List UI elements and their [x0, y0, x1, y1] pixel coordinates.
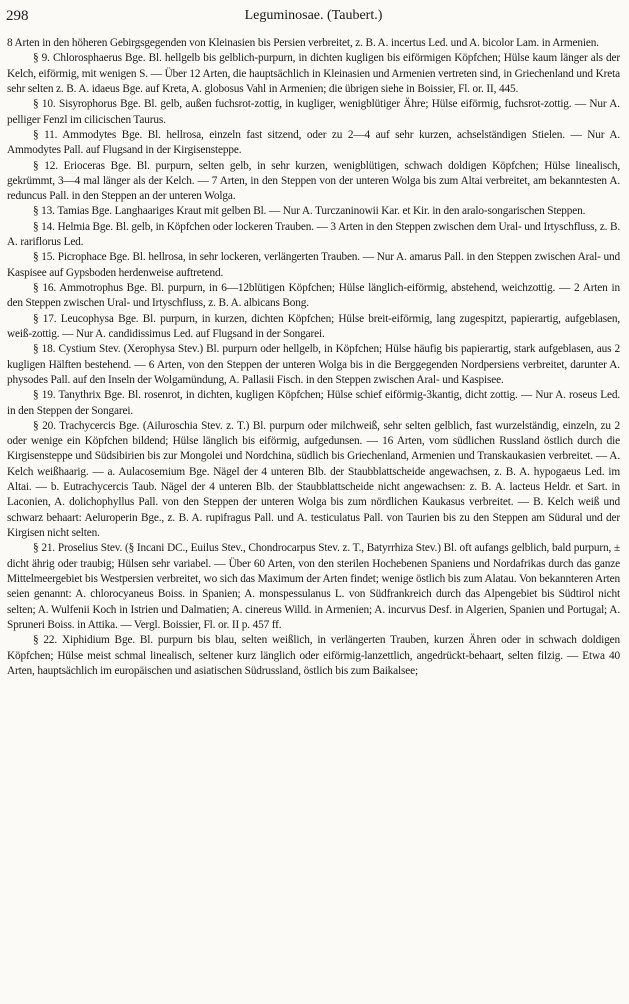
paragraph-section-16: § 16. Ammotrophus Bge. Bl. purpurn, in 6—12blütigen Köpfchen; Hülse länglich-eiförmig, abstehend, weichzottig. — 2 Arten in den Steppen zwischen Ural- und Irtyschfluss, z. B. A. albicans Bong.	[7, 282, 620, 310]
paragraph-section-21: § 21. Proselius Stev. (§ Incani DC., Euilus Stev., Chondrocarpus Stev. z. T., Batyrrhiza Stev.) Bl. oft aufangs gelblich, bald purpurn, ± dicht ährig oder traubig; Hülsen sehr variabel. — Über 60 Arten, von den sterilen Hochebenen Spaniens und Nordafrikas durch das ganze Mittelmeergebiet bis Westpersien verbreitet, wo sich das Maximum der Arten findet; wenige östlich bis zum Alatau. Von bekannteren Arten seien genannt: A. chlorocyaneus Boiss. in Spanien; A. monspessulanus L. von Südfrankreich durch das Alpengebiet bis Südtirol nicht selten; A. Wulfenii Koch in Istrien und Dalmatien; A. cinereus Willd. in Armenien; A. incurvus Desf. in Algerien, Spanien und Portugal; A. Spruneri Boiss. in Attika. — Vergl. Boissier, Fl. or. II p. 457 ff.	[7, 542, 620, 631]
paragraph-section-22: § 22. Xiphidium Bge. Bl. purpurn bis blau, selten weißlich, in verlängerten Trauben, kurzen Ähren oder in schwach doldigen Köpfchen; Hülse meist schmal linealisch, seltener kurz länglich oder eiförmig-lanzettlich, angedrückt-behaart, selten filzig. — Etwa 40 Arten, hauptsächlich im europäischen und asiatischen Südrussland, östlich bis zum Baikalsee;	[7, 634, 620, 677]
paragraph-section-11: § 11. Ammodytes Bge. Bl. hellrosa, einzeln fast sitzend, oder zu 2—4 auf sehr kurzen, achselständigen Stielen. — Nur A. Ammodytes Pall. auf Flugsand in der Kirgisensteppe.	[7, 128, 620, 157]
page-number: 298	[6, 8, 29, 24]
paragraph-section-13: § 13. Tamias Bge. Langhaariges Kraut mit gelben Bl. — Nur A. Turczaninowii Kar. et Kir. in den aralo-songarischen Steppen.	[33, 205, 586, 218]
paragraph-section-10: § 10. Sisyrophorus Bge. Bl. gelb, außen fuchsrot-zottig, in kugliger, wenigblütiger Ähre; Hülse eiförmig, fuchsrot-zottig. — Nur A. pelliger Fenzl im cilicischen Taurus.	[7, 98, 620, 126]
paragraph-section-17: § 17. Leucophysa Bge. Bl. purpurn, in kurzen, dichten Köpfchen; Hülse breit-eiförmig, lang zugespitzt, papierartig, aufgeblasen, weiß-zottig. — Nur A. candidissimus Led. auf Flugsand in der Songarei.	[7, 312, 620, 340]
paragraph-section-20: § 20. Trachycercis Bge. (Ailuroschia Stev. z. T.) Bl. purpurn oder milchweiß, sehr selten gelblich, fast wurzelständig, einzeln, zu 2 oder wenige ein Köpfchen bildend; Hülse länglich bis eiförmig, aufgedunsen. — 16 Arten, vom südlichen Russland östlich durch die Kirgisensteppe und Südsibirien bis zur Mongolei und Nordchina, südlich bis Griechenland, Armenien und Transkaukasien verbreitet. — A. Kelch weißhaarig. — a. Aulacosemium Bge. Nägel der 4 unteren Blb. der Staubblattscheide angewachsen, z. B. A. hypogaeus Led. im Altai. — b. Eutrachycercis Taub. Nägel der 4 unteren Blb. der Staubblattscheide nicht angewachsen: z. B. A. lacteus Heldr. et Sart. in Laconien, A. dolichophyllus Pall. von den Steppen der unteren Wolga bis zum nördlichen Kaukasus verbreitet. — B. Kelch weiß und schwarz behaart: Aeluroperin Bge., z. B. A. rupifragus Pall. und A. testiculatus Pall. von Taurien bis zu den Steppen am Südural und der Kirgisen nicht selten.	[7, 419, 620, 539]
paragraph-section-14: § 14. Helmia Bge. Bl. gelb, in Köpfchen oder lockeren Trauben. — 3 Arten in den Steppen zwischen dem Ural- und Irtyschfluss, z. B. A. rariflorus Led.	[7, 220, 620, 249]
paragraph-section-9: § 9. Chlorosphaerus Bge. Bl. hellgelb bis gelblich-purpurn, in dichten kugligen bis eiförmigen Köpfchen; Hülse kaum länger als der Kelch, eiförmig, mit wenigen S. — Über 12 Arten, die hauptsächlich in Kleinasien und Armenien vertreten sind, in Griechenland und Kreta sehr selten z. B. A. idaeus Bge. auf Kreta, A. globosus Vahl in Armenien; die übrigen siehe in Boissier, Fl. or. II, 445.	[7, 52, 620, 95]
paragraph-section-15: § 15. Picrophace Bge. Bl. hellrosa, in sehr lockeren, verlängerten Trauben. — Nur A. amarus Pall. in den Steppen zwischen Aral- und Kaspisee auf Gypsboden herdenweise auftretend.	[7, 251, 620, 279]
running-title: Leguminosae. (Taubert.)	[244, 8, 383, 23]
page-header	[6, 4, 621, 28]
paragraph-section-19: § 19. Tanythrix Bge. Bl. rosenrot, in dichten, kugligen Köpfchen; Hülse schief eiförmig-3kantig, dicht zottig. — Nur A. roseus Led. in den Steppen der Songarei.	[7, 389, 620, 417]
paragraph-continuation: 8 Arten in den höheren Gebirgsgegenden von Kleinasien bis Persien verbreitet, z. B. A. incertus Led. und A. bicolor Lam. in Armenien.	[7, 37, 599, 49]
paragraph-section-12: § 12. Erioceras Bge. Bl. purpurn, selten gelb, in sehr kurzen, wenigblütigen, schwach doldigen Köpfchen; Hülse linealisch, gekrümmt, 3—4 mal länger als der Kelch. — 7 Arten, in den Steppen von der unteren Wolga bis zum Altai verbreitet, am bekanntesten A. reduncus Pall. in den Steppen an der unteren Wolga.	[7, 159, 620, 203]
paragraph-section-18: § 18. Cystium Stev. (Xerophysa Stev.) Bl. purpurn oder hellgelb, in Köpfchen; Hülse häufig bis papierartig, stark aufgeblasen, aus 2 kugligen Hälften bestehend. — 6 Arten, von den Steppen der unteren Wolga bis in die Berggegenden Nordpersiens verbreitet, darunter A. physodes Pall. auf den Inseln der Wolgamündung, A. Pallasii Fisch. in den Steppen zwischen Aral- und Kaspisee.	[7, 343, 620, 386]
page-body	[7, 36, 620, 1000]
